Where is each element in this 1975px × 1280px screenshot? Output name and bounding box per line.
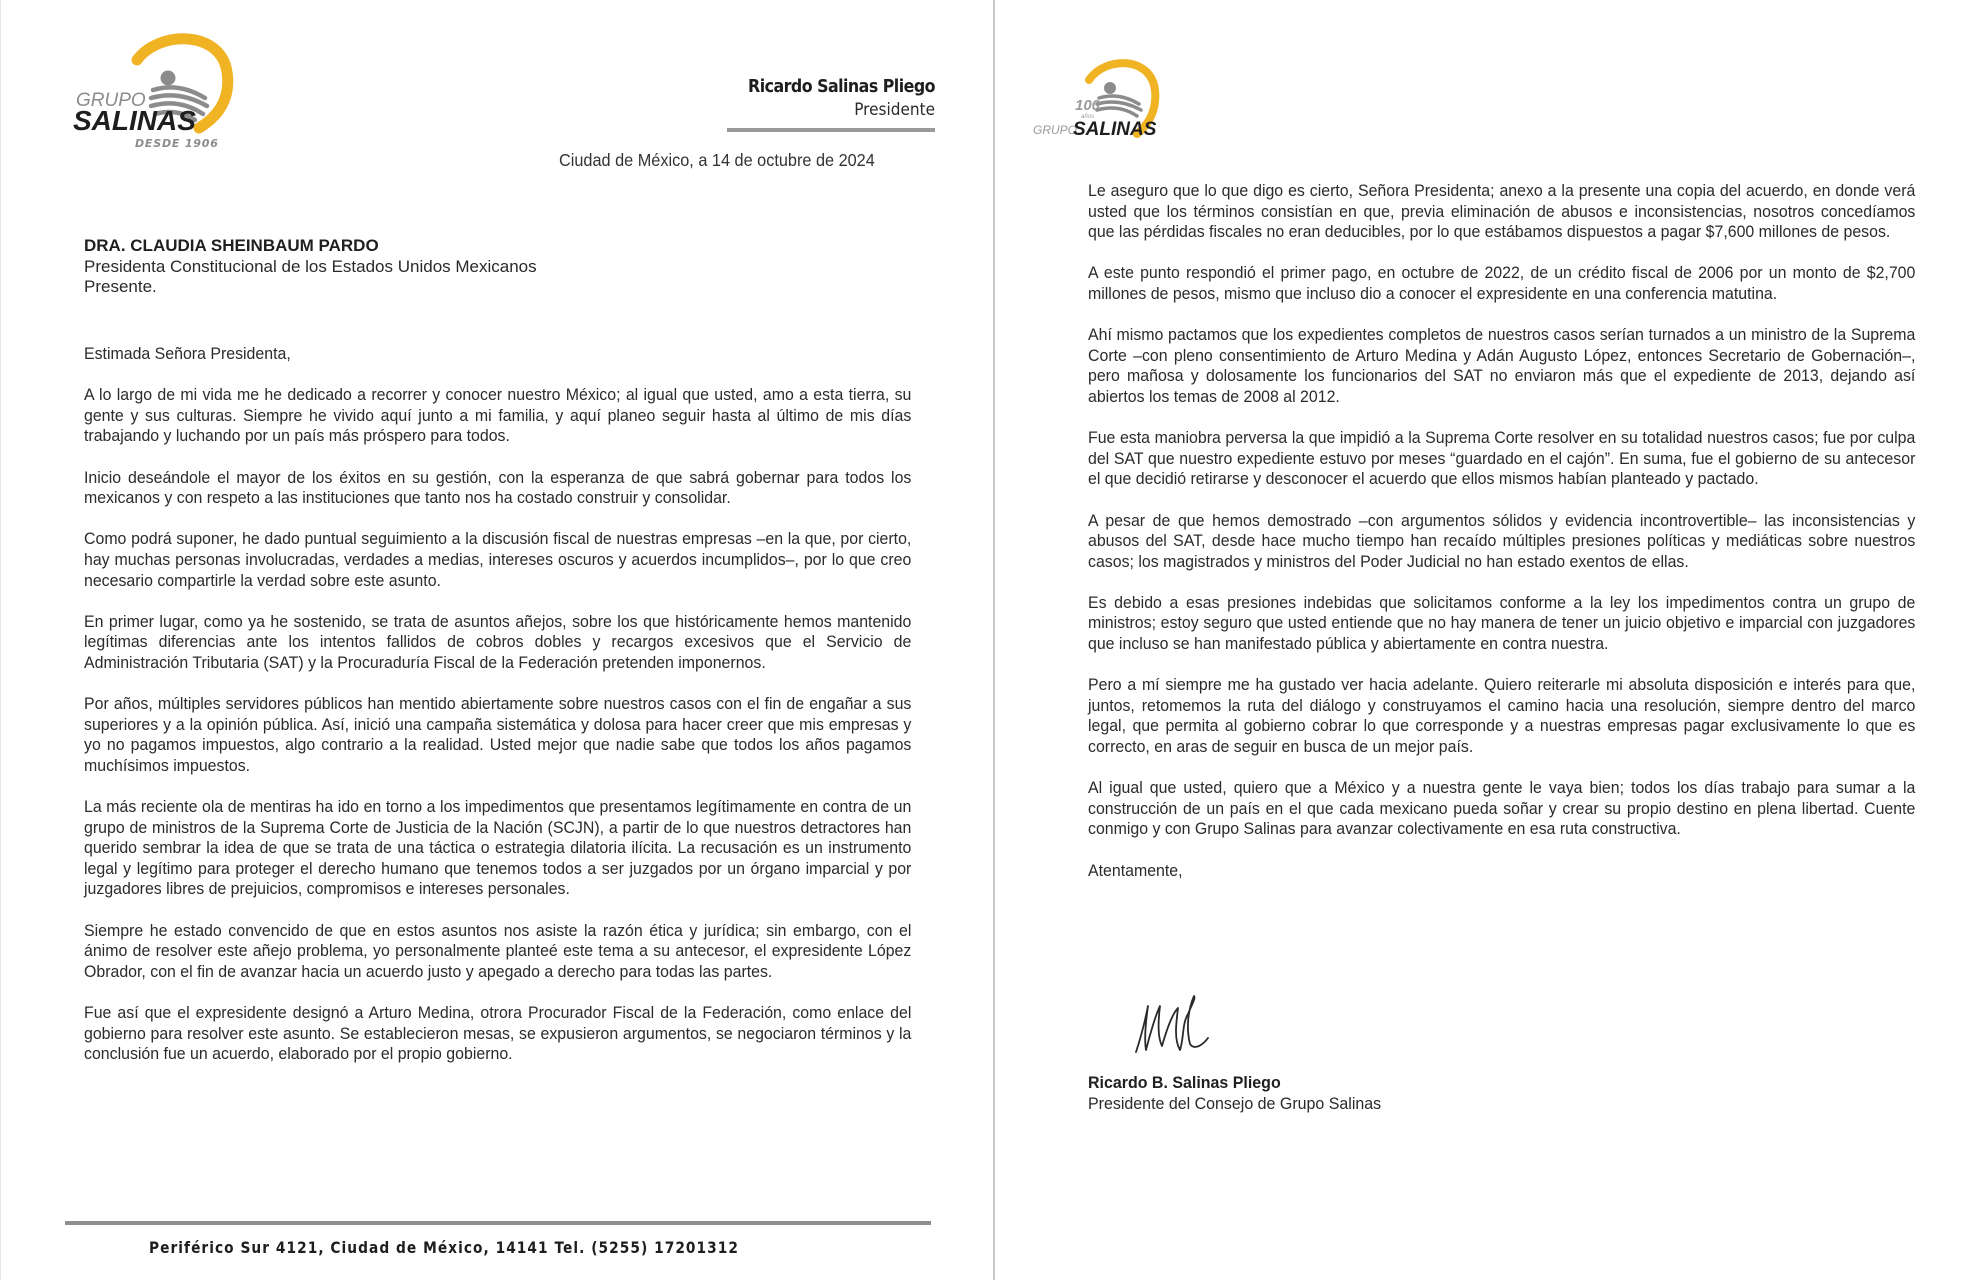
svg-text:GRUPO: GRUPO — [1033, 123, 1078, 137]
paragraph: A este punto respondió el primer pago, en octubre de 2022, de un crédito fiscal de 2006 por un monto de $2,700 millones de pesos, mismo que incluso dio a conocer el expresidente en una conferencia matutina. — [1088, 263, 1916, 303]
svg-text:100: 100 — [1075, 97, 1101, 114]
salutation: Estimada Señora Presidenta, — [84, 344, 291, 363]
recipient-presente: Presente. — [84, 277, 157, 296]
paragraph: A pesar de que hemos demostrado –con argumentos sólidos y evidencia incontrovertible– las inconsistencias y abusos del SAT, desde hace mucho tiempo han recaído múltiples presiones políticas y mediáticas sobre nuestros casos; los magistrados y ministros del Poder Judicial no han estado exentos de ellas. — [1088, 510, 1916, 571]
paragraph: Fue así que el expresidente designó a Arturo Medina, otrora Procurador Fiscal de la Federación, como enlace del gobierno para resolver este asunto. Se establecieron mesas, se expusieron argumentos, se negociaron términos y la conclusión fue un acuerdo, elaborado por el propio gobierno. — [84, 1003, 912, 1064]
letter-body-page-2 — [1088, 181, 1915, 902]
paragraph: Por años, múltiples servidores públicos han mentido abiertamente sobre nuestros casos con el fin de engañar a sus superiores y a la opinión pública. Así, inició una campaña sistemática y dolosa para hacer creer que mis empresas y yo no pagamos impuestos, algo contrario a la realidad. Usted mejor que nadie sabe que todos los años pagamos muchísimos impuestos. — [84, 694, 912, 775]
footer-address: Periférico Sur 4121, Ciudad de México, 14141 Tel. (5255) 17201312 — [149, 1238, 739, 1257]
svg-text:SALINAS: SALINAS — [73, 105, 196, 136]
signature-icon — [1132, 994, 1232, 1061]
signer-block — [1088, 1073, 1400, 1114]
sender-name: Ricardo Salinas Pliego — [748, 76, 935, 97]
grupo-salinas-100-anos-logo-icon — [1033, 54, 1163, 144]
signer-role: Presidente del Consejo de Grupo Salinas — [1088, 1093, 1382, 1113]
paragraph: Pero a mí siempre me ha gustado ver hacia adelante. Quiero reiterarle mi absoluta disposición e interés para que, juntos, retomemos la ruta del diálogo y construyamos el camino hacia una resolución, siempre dentro del marco legal, que permita al gobierno cobrar lo que corresponde y a nuestras empresas pagar exclusivamente lo que es correcto, en aras de seguir en busca de un mejor país. — [1088, 675, 1916, 757]
paragraph: Fue esta maniobra perversa la que impidió a la Suprema Corte resolver en su totalidad nuestros casos; fue por culpa del SAT que nuestro expediente estuvo por meses “guardado en el cajón”. En suma, fue el gobierno de su antecesor el que decidió retirarse y desconocer el acuerdo que ellos mismos habían planteado y pactado. — [1088, 428, 1916, 489]
paragraph: Siempre he estado convencido de que en estos asuntos nos asiste la razón ética y jurídica; sin embargo, con el ánimo de resolver este añejo problema, yo personalmente planteé este tema a su antecesor, el expresidente López Obrador, con el fin de avanzar hacia un acuerdo justo y apegado a derecho para todas las partes. — [84, 920, 912, 981]
paragraph: La más reciente ola de mentiras ha ido en torno a los impedimentos que presentamos legítimamente en contra de un grupo de ministros de la Suprema Corte de Justicia de la Nación (SCJN), a partir de lo que nuestros detractores han querido sembrar la idea de que se trata de una táctica o estrategia dilatoria ilícita. La recusación es un instrumento legal y legítimo para proteger el derecho humano que tenemos todos a ser juzgados por un órgano imparcial y por juzgadores libres de prejuicios, compromisos e intereses personales. — [84, 797, 912, 899]
sender-title: Presidente — [854, 100, 935, 120]
grupo-salinas-sun-logo-icon — [71, 32, 241, 150]
recipient-title: Presidenta Constitucional de los Estados Unidos Mexicanos — [84, 256, 537, 276]
recipient-name: DRA. CLAUDIA SHEINBAUM PARDO — [84, 236, 379, 255]
closing: Atentamente, — [1088, 860, 1183, 880]
paragraph: Es debido a esas presiones indebidas que solicitamos conforme a la ley los impedimentos contra un grupo de ministros; estoy seguro que usted entiende que no hay manera de tener un juicio objetivo e imparcial con juzgadores que incluso se han manifestado pública y abiertamente en contra nuestra. — [1088, 592, 1916, 654]
recipient-block — [84, 236, 537, 298]
paragraph: Inicio deseándole el mayor de los éxitos en su gestión, con la esperanza de que sabrá gobernar para todos los mexicanos y con respeto a las instituciones que tanto nos ha costado construir y consolidar. — [84, 467, 912, 508]
paragraph: A lo largo de mi vida me he dedicado a recorrer y conocer nuestro México; al igual que usted, amo a esta tierra, su gente y sus culturas. Siempre he vivido aquí junto a mi familia, y aquí planeo seguir hasta al último de mis días trabajando y luchando por un país más próspero para todos. — [84, 385, 912, 446]
grupo-salinas-100-logo — [1033, 54, 1163, 144]
grupo-salinas-logo — [71, 32, 241, 150]
sender-divider — [727, 128, 935, 132]
paragraph: Le aseguro que lo que digo es cierto, Señora Presidenta; anexo a la presente una copia del acuerdo, en donde verá usted que los términos consistían en que, previa eliminación de abusos e inconsistencias, nosotros concedíamos que las pérdidas fiscales no eran deducibles, por lo que estábamos dispuestos a pagar $7,600 millones de pesos. — [1088, 181, 1916, 242]
paragraph: Ahí mismo pactamos que los expedientes completos de nuestros casos serían turnados a un ministro de la Suprema Corte –con pleno consentimiento de Arturo Medina y Adán Augusto López, entonces Secretario de Gobernación–, pero mañosa y dolosamente los funcionarios del SAT no enviaron más que el expediente de 2013, dejando así abiertos los temas de 2008 al 2012. — [1088, 325, 1916, 406]
footer-divider — [65, 1221, 931, 1225]
paragraph: En primer lugar, como ya he sostenido, se trata de asuntos añejos, sobre los que históricamente hemos mantenido legítimas diferencias ante los intentos fallidos de cobros dobles y recargos excesivos que el Servicio de Administración Tributaria (SAT) y la Procuraduría Fiscal de la Federación pretenden imponernos. — [84, 611, 912, 672]
letter-date: Ciudad de México, a 14 de octubre de 2024 — [559, 150, 875, 170]
paragraph: Como podrá suponer, he dado puntual seguimiento a la discusión fiscal de nuestras empresas –en la que, por cierto, hay muchas personas involucradas, verdades a medias, intereses oscuros y acuerdos incumplidos–, por lo que creo necesario compartirle la verdad sobre este asunto. — [84, 529, 912, 590]
signer-name: Ricardo B. Salinas Pliego — [1088, 1073, 1281, 1092]
sender-block — [701, 76, 935, 120]
svg-text:GRUPO: GRUPO — [76, 90, 146, 111]
paragraph: Al igual que usted, quiero que a México y a nuestra gente le vaya bien; todos los días trabajo para sumar a la construcción de un país en el que cada mexicano pueda soñar y crear su propio destino en plena libertad. Cuente conmigo y con Grupo Salinas para avanzar colectivamente en esa ruta constructiva. — [1088, 778, 1916, 839]
svg-text:DESDE 1906: DESDE 1906 — [135, 137, 219, 150]
svg-text:años: años — [1081, 114, 1095, 120]
letter-body-page-1 — [84, 344, 911, 1085]
svg-text:SALINAS: SALINAS — [1073, 119, 1157, 140]
